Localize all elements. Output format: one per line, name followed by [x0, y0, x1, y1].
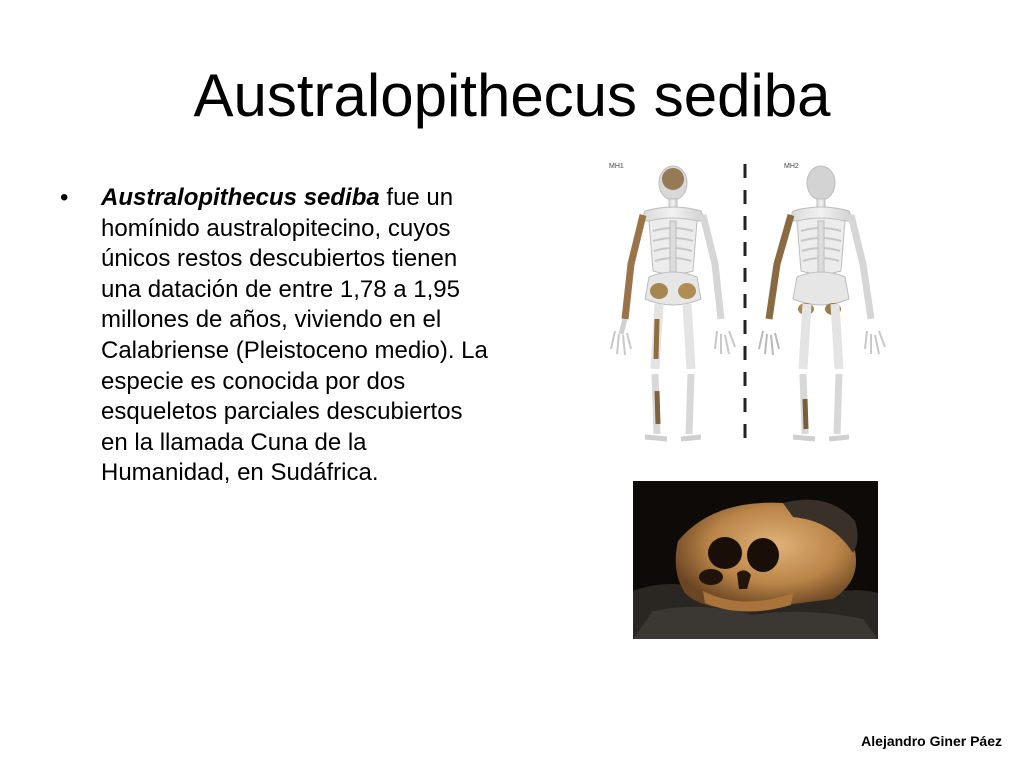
skull-photo — [633, 481, 878, 639]
skeleton-left — [611, 166, 735, 439]
bullet-term: Australopithecus sediba — [101, 184, 380, 211]
slide-title: Australopithecus sediba — [193, 62, 831, 129]
skeleton-illustration — [601, 159, 895, 449]
skeleton-right — [759, 166, 885, 439]
bullet-description: fue un homínido australopitecino, cuyos únicos restos descubiertos tienen una datación de entre 1,78 a 1,95 millones de años, viviendo en el Calabriense (Pleistoceno medio). La especie es conocida por dos esqueletos parciales descubiertos en la llamada Cuna de la Humanidad, en Sudáfrica. — [101, 184, 488, 487]
skull-illustration — [633, 481, 878, 639]
skeleton-label-mh2: MH2 — [784, 163, 799, 170]
author-credit: Alejandro Giner Páez — [861, 733, 1002, 749]
skeleton-label-mh1: MH1 — [609, 163, 624, 170]
bullet-paragraph — [101, 183, 490, 489]
bullet-list — [60, 183, 490, 489]
bullet-marker: • — [60, 184, 69, 211]
skeleton-image — [601, 159, 895, 449]
